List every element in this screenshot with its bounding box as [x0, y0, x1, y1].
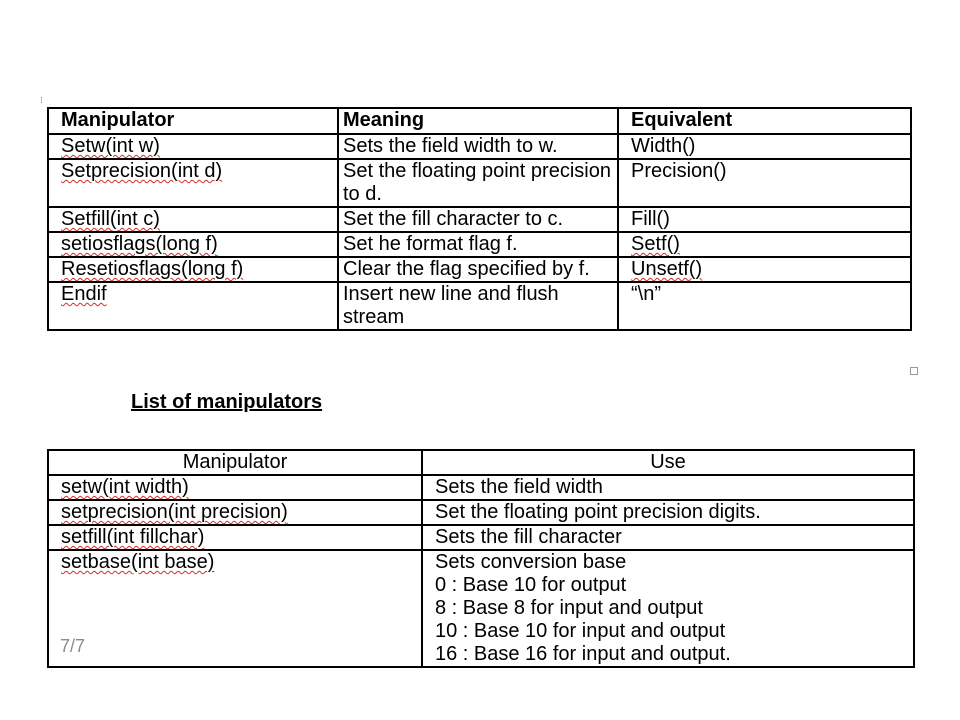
use-line: 0 : Base 10 for output — [435, 574, 627, 596]
cell-equivalent: Precision() — [618, 159, 911, 207]
manipulator-equivalents-table — [47, 107, 912, 331]
use-line: 10 : Base 10 for input and output — [435, 620, 726, 642]
cell-use — [422, 550, 914, 667]
table-header-row — [48, 450, 914, 475]
cell-equivalent: Fill() — [618, 207, 911, 232]
cell-text: Setfill(int c) — [61, 208, 160, 230]
table-header-row — [48, 108, 911, 134]
table-row — [48, 232, 911, 257]
cell-manipulator — [48, 525, 422, 550]
header-equivalent: Equivalent — [618, 108, 911, 134]
manipulator-use-table — [47, 449, 915, 668]
table-row — [48, 525, 914, 550]
cell-text: setprecision(int precision) — [61, 501, 288, 523]
cell-meaning: Set he format flag f. — [338, 232, 618, 257]
cell-manipulator — [48, 500, 422, 525]
cell-use: Set the floating point precision digits. — [422, 500, 914, 525]
cell-text: Unsetf() — [631, 258, 703, 280]
list-caption: List of manipulators — [131, 391, 323, 413]
cell-text: Setw(int w) — [61, 135, 160, 157]
cell-manipulator — [48, 550, 422, 667]
cell-meaning: Clear the flag specified by f. — [338, 257, 618, 282]
cell-manipulator — [48, 159, 338, 207]
table-row — [48, 134, 911, 159]
cell-equivalent: Width() — [618, 134, 911, 159]
cell-text: setbase(int base) — [61, 551, 215, 573]
cell-manipulator — [48, 134, 338, 159]
use-line: Sets conversion base — [435, 551, 627, 573]
table-row — [48, 550, 914, 667]
table-row — [48, 257, 911, 282]
header-meaning: Meaning — [338, 108, 618, 134]
cell-meaning: Set the fill character to c. — [338, 207, 618, 232]
table-anchor-icon[interactable]: ⁝ — [40, 95, 43, 105]
cell-manipulator — [48, 257, 338, 282]
header-manipulator: Manipulator — [48, 450, 422, 475]
header-use: Use — [422, 450, 914, 475]
cell-use: Sets the field width — [422, 475, 914, 500]
cell-text: Setprecision(int d) — [61, 160, 223, 182]
table-row — [48, 207, 911, 232]
slide-number: 7/7 — [60, 636, 86, 656]
table-resize-handle[interactable] — [910, 367, 918, 375]
use-line: 16 : Base 16 for input and output. — [435, 643, 731, 665]
cell-meaning: Sets the field width to w. — [338, 134, 618, 159]
use-line: 8 : Base 8 for input and output — [435, 597, 703, 619]
header-manipulator: Manipulator — [48, 108, 338, 134]
cell-manipulator — [48, 207, 338, 232]
cell-manipulator — [48, 282, 338, 330]
cell-text: Setf() — [631, 233, 680, 255]
cell-equivalent: “\n” — [618, 282, 911, 330]
cell-meaning: Insert new line and flush stream — [338, 282, 618, 330]
cell-equivalent — [618, 257, 911, 282]
cell-manipulator — [48, 475, 422, 500]
cell-text: Endif — [61, 283, 107, 305]
cell-text: Resetiosflags(long f) — [61, 258, 244, 280]
table-row — [48, 282, 911, 330]
cell-text: setiosflags(long f) — [61, 233, 218, 255]
table-row — [48, 475, 914, 500]
cell-text: setfill(int fillchar) — [61, 526, 205, 548]
cell-meaning: Set the floating point precision to d. — [338, 159, 618, 207]
cell-use: Sets the fill character — [422, 525, 914, 550]
table-row — [48, 500, 914, 525]
cell-equivalent — [618, 232, 911, 257]
table-row — [48, 159, 911, 207]
cell-text: setw(int width) — [61, 476, 189, 498]
cell-manipulator — [48, 232, 338, 257]
